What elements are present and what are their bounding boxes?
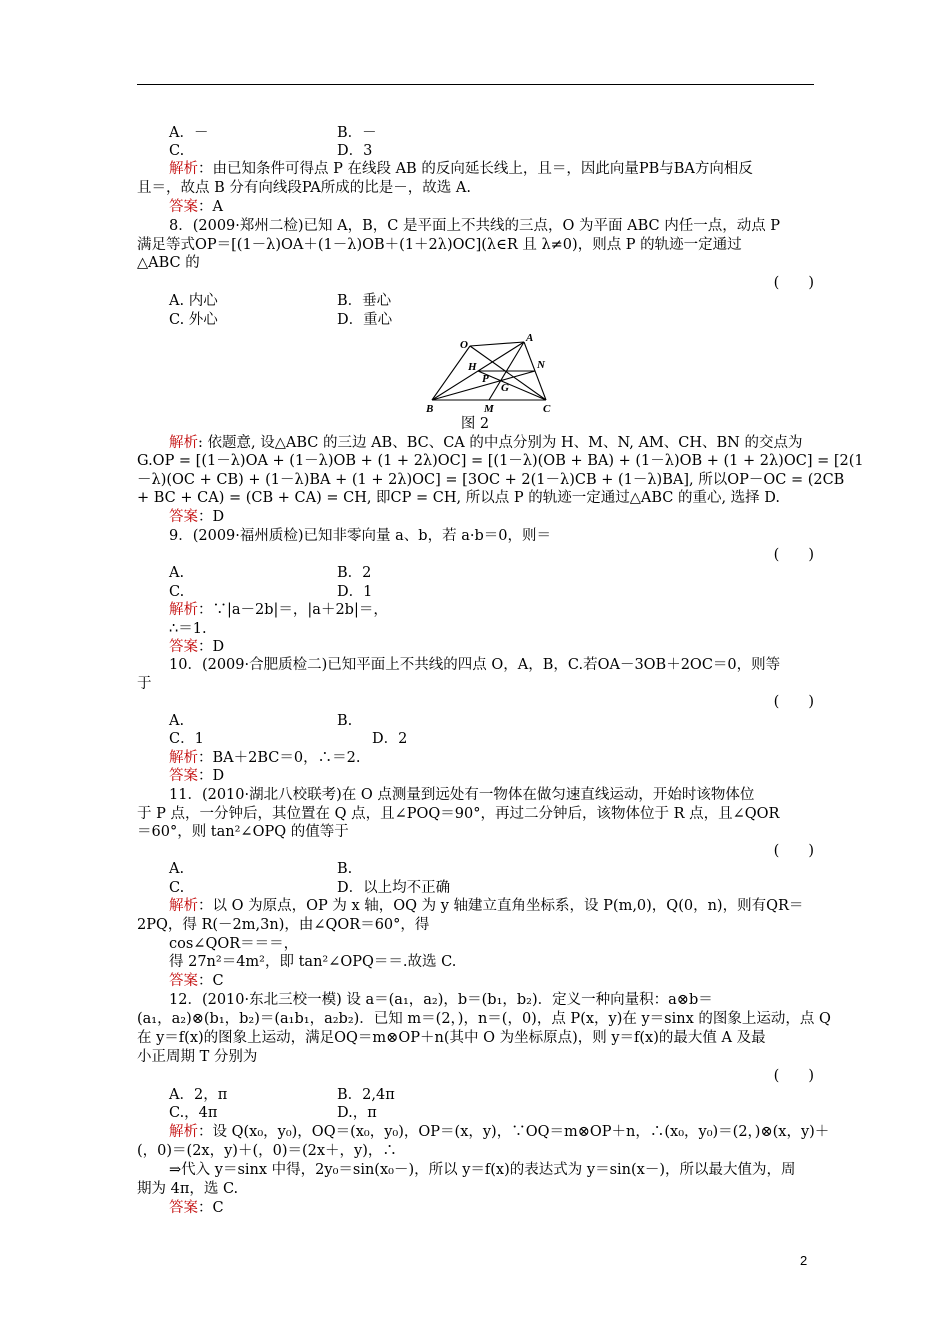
option-c: C.: [169, 880, 185, 896]
solution-text: ：设 Q(x₀，y₀)，OQ＝(x₀，y₀)，OP＝(x，y)，∵OQ＝m⊗OP＋n，∴(x₀，y₀)＝(2，)⊗(x，y)＋: [198, 1124, 830, 1140]
answer-line: [169, 1199, 814, 1217]
solution-line: [169, 434, 814, 452]
solution-label: 解析: [169, 750, 198, 766]
answer-text: ：A: [198, 199, 223, 215]
question-12-line-2: (a₁，a₂)⊗(b₁，b₂)＝(a₁b₁，a₂b₂)．已知 m＝(2，)，n＝(，0)，点 P(x，y)在 y＝sinx 的图象上运动，点 Q: [137, 1011, 831, 1027]
solution-line: [169, 160, 814, 178]
option-a: A．－: [169, 125, 209, 141]
option-c: C. 外心: [169, 312, 218, 328]
option-a: A．2，π: [169, 1087, 228, 1103]
question-11-line-3: ＝60°，则 tan²∠OPQ 的值等于: [137, 824, 349, 840]
answer-label: 答案: [169, 768, 198, 784]
solution-text: ∴＝1.: [169, 621, 207, 637]
option-a: A.: [169, 713, 185, 729]
option-d: D．以上均不正确: [337, 880, 451, 896]
answer-label: 答案: [169, 973, 198, 989]
question-8-line-1: 8．(2009·郑州二检)已知 A，B，C 是平面上不共线的三点，O 为平面 ABC 内任一点，动点 P: [169, 218, 781, 234]
question-12-line-1: 12．(2010·东北三校一模) 设 a＝(a₁，a₂)，b＝(b₁，b₂)．定义一种向量积：a⊗b＝: [169, 992, 713, 1008]
label-n: N: [537, 359, 545, 371]
question-12-line-4: 小正周期 T 分别为: [137, 1049, 258, 1065]
answer-label: 答案: [169, 1200, 198, 1216]
page-number: 2: [800, 1253, 808, 1268]
option-c: C.: [169, 584, 185, 600]
label-h: H: [468, 361, 477, 373]
label-m: M: [484, 403, 494, 415]
solution-text: ：∵|a－2b|＝，|a＋2b|＝，: [198, 602, 388, 618]
solution-line: [169, 897, 814, 915]
question-8-line-3: △ABC 的: [137, 255, 200, 271]
answer-label: 答案: [169, 509, 198, 525]
question-12-line-3: 在 y＝f(x)的图象上运动，满足OQ＝m⊗OP＋n(其中 O 为坐标原点)，则 y＝f(x)的最大值 A 及最: [137, 1030, 766, 1046]
answer-text: ：C: [198, 973, 224, 989]
solution-label: 解析: [169, 1124, 198, 1140]
solution-text: G.OP = [(1－λ)OA + (1－λ)OB + (1 + 2λ)OC] = [(1－λ)(OB + BA) + (1－λ)OB + (1 + 2λ)OC] = [2(1: [137, 453, 864, 469]
option-b: B．－: [337, 125, 377, 141]
figure-caption: 图 2: [460, 416, 490, 432]
option-b: B.: [337, 861, 353, 877]
answer-label: 答案: [169, 199, 198, 215]
question-11-line-2: 于 P 点，一分钟后，其位置在 Q 点，且∠POQ＝90°，再过二分钟后，该物体位于 R 点，且∠QOR: [137, 806, 780, 822]
answer-text: ：C: [198, 1200, 224, 1216]
answer-text: ：D: [198, 768, 225, 784]
answer-line: [169, 638, 814, 656]
label-b: B: [426, 403, 434, 415]
solution-text: : 依题意, 设△ABC 的三边 AB、BC、CA 的中点分别为 H、M、N, AM、CH、BN 的交点为: [198, 435, 803, 451]
question-10-line-2: 于: [137, 676, 152, 692]
option-b: B．垂心: [337, 293, 392, 309]
solution-text: 2PQ，得 R(－2m,3n)，由∠QOR＝60°，得: [137, 917, 430, 933]
option-d: D．2: [372, 731, 408, 747]
question-11-line-1: 11．(2010·湖北八校联考)在 O 点测量到远处有一物体在做匀速直线运动，开始时该物体位: [169, 787, 755, 803]
question-10-line-1: 10．(2009·合肥质检二)已知平面上不共线的四点 O，A，B，C.若OA－3OB＋2OC＝0，则等: [169, 657, 781, 673]
option-c: C．1: [169, 731, 204, 747]
answer-bracket: ( ): [773, 547, 814, 563]
answer-bracket: ( ): [773, 843, 814, 859]
label-g: G: [501, 382, 509, 394]
label-c: C: [543, 403, 551, 415]
option-d: D.，π: [337, 1105, 377, 1121]
triangle-figure: [420, 330, 565, 415]
answer-label: 答案: [169, 639, 198, 655]
label-p: P: [482, 373, 489, 385]
answer-line: [169, 767, 814, 785]
solution-text: ：由已知条件可得点 P 在线段 AB 的反向延长线上，且＝，因此向量PB与BA方向相反: [198, 161, 753, 177]
solution-text: 期为 4π，选 C.: [137, 1181, 239, 1197]
solution-line: [169, 601, 814, 619]
option-a: A.: [169, 565, 185, 581]
answer-text: ：D: [198, 509, 225, 525]
solution-label: 解析: [169, 435, 198, 451]
solution-line: [169, 749, 814, 767]
option-d: D．3: [337, 143, 373, 159]
solution-text: －λ)(OC + CB) + (1－λ)BA + (1 + 2λ)OC] = [3OC + 2(1－λ)CB + (1－λ)BA], 所以OP－OC = (2CB: [137, 472, 845, 488]
label-o: O: [460, 339, 468, 351]
answer-line: [169, 508, 814, 526]
option-c: C.，4π: [169, 1105, 218, 1121]
solution-text: ：以 O 为原点，OP 为 x 轴，OQ 为 y 轴建立直角坐标系，设 P(m,0)，Q(0，n)，则有QR＝: [198, 898, 804, 914]
solution-line: [169, 1123, 830, 1141]
question-8-line-2: 满足等式OP＝[(1－λ)OA＋(1－λ)OB＋(1＋2λ)OC](λ∈R 且 λ≠0)，则点 P 的轨迹一定通过: [137, 237, 742, 253]
option-c: C.: [169, 143, 185, 159]
option-a: A.: [169, 861, 185, 877]
option-a: A. 内心: [169, 293, 218, 309]
answer-text: ：D: [198, 639, 225, 655]
answer-bracket: ( ): [773, 1068, 814, 1084]
solution-text: ⇒代入 y＝sinx 中得，2y₀＝sin(x₀－)，所以 y＝f(x)的表达式为 y＝sin(x－)，所以最大值为，周: [169, 1162, 796, 1178]
answer-bracket: ( ): [773, 275, 814, 291]
option-b: B.: [337, 713, 353, 729]
solution-label: 解析: [169, 602, 198, 618]
solution-label: 解析: [169, 161, 198, 177]
answer-line: [169, 198, 814, 216]
option-b: B．2: [337, 565, 372, 581]
solution-text: cos∠QOR＝＝＝，: [169, 936, 299, 952]
option-b: B．2,4π: [337, 1087, 395, 1103]
header-rule: [137, 84, 814, 85]
label-a: A: [526, 332, 534, 344]
solution-text: + BC + CA) = (CB + CA) = CH, 即CP = CH, 所以点 P 的轨迹一定通过△ABC 的重心, 选择 D.: [137, 490, 781, 506]
solution-label: 解析: [169, 898, 198, 914]
solution-text: ：BA＋2BC＝0，∴＝2.: [198, 750, 361, 766]
answer-bracket: ( ): [773, 694, 814, 710]
option-d: D．1: [337, 584, 373, 600]
option-d: D．重心: [337, 312, 393, 328]
question-9-line-1: 9．(2009·福州质检)已知非零向量 a、b，若 a·b＝0，则＝: [169, 528, 551, 544]
answer-line: [169, 972, 814, 990]
solution-text: 且＝，故点 B 分有向线段PA所成的比是－，故选 A.: [137, 180, 471, 196]
solution-text: 得 27n²＝4m²，即 tan²∠OPQ＝＝.故选 C.: [169, 954, 457, 970]
solution-text: (，0)＝(2x，y)＋(，0)＝(2x＋，y)，∴: [137, 1143, 397, 1159]
